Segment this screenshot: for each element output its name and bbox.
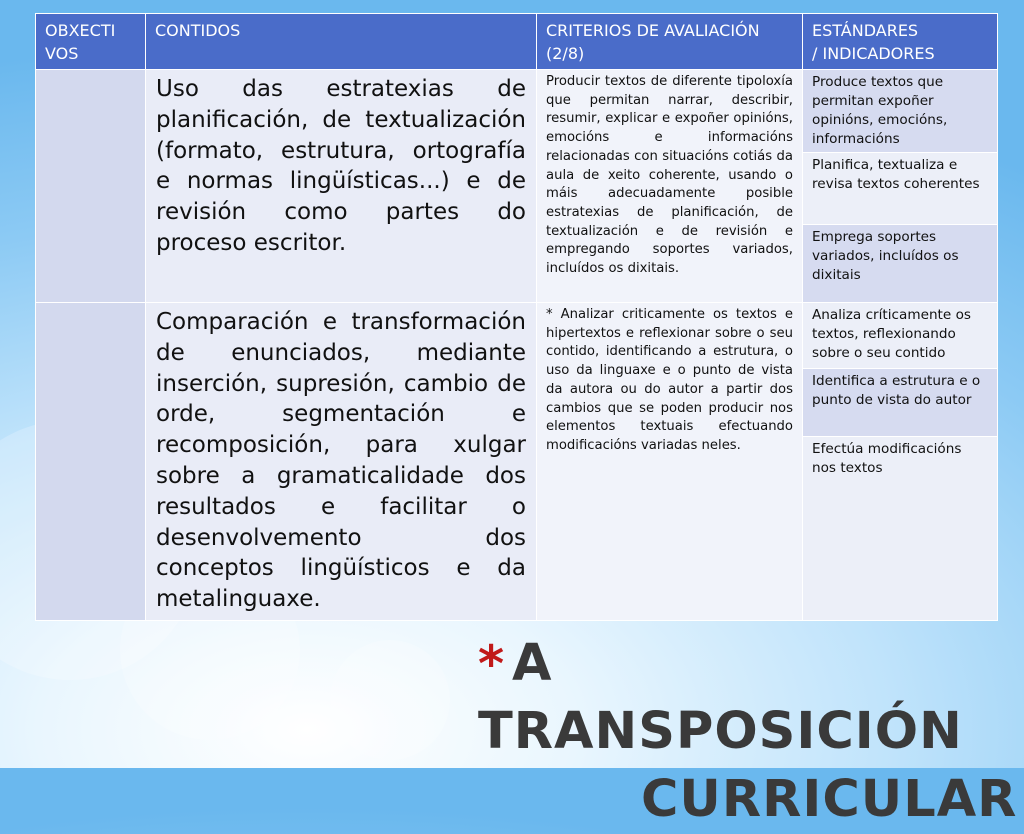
slide-title-line1: A TRANSPOSICIÓN xyxy=(478,634,963,761)
objective-cell xyxy=(36,70,146,303)
header-standards-line1: ESTÁNDARES xyxy=(812,21,919,40)
criterion-cell: * Analizar criticamente os textos e hipertextos e reflexionar sobre o seu contido, identificando a estrutura, o uso da linguaxe e o punto de vista da autora ou do autor a partir dos cambios que se poden producir nos elementos textuais efectuando modificacións variadas neles. xyxy=(537,303,803,621)
slide-title-line1-wrap xyxy=(478,630,1018,766)
header-standards-line2: / INDICADORES xyxy=(812,44,935,63)
header-standards xyxy=(803,14,998,70)
standard-cell: Emprega soportes variados, incluídos os dixitais xyxy=(803,225,998,303)
objective-cell xyxy=(36,303,146,621)
standard-cell: Efectúa modificacións nos textos xyxy=(803,437,998,621)
header-objectives: OBXECTI VOS xyxy=(36,14,146,70)
slide-title-line2: CURRICULAR xyxy=(641,770,1018,829)
content-cell: Comparación e transformación de enunciados, mediante inserción, supresión, cambio de orde, segmentación e recomposición, para xulgar sobre a gramaticalidade dos resultados e facilitar o desenvolvemento dos conceptos lingüísticos e da metalinguaxe. xyxy=(146,303,537,621)
standard-cell: Analiza críticamente os textos, reflexionando sobre o seu contido xyxy=(803,303,998,369)
header-criteria: CRITERIOS DE AVALIACIÓN (2/8) xyxy=(537,14,803,70)
table-row xyxy=(36,303,998,369)
criterion-cell: Producir textos de diferente tipoloxía que permitan narrar, describir, resumir, explicar e expoñer opinións, emocións e informacións relacionadas con situacións cotiás da aula de xeito coherente, usando o máis adecuadamente posible estratexias de planificación, de textualización e de revisión e empregando soportes variados, incluídos os dixitais. xyxy=(537,70,803,303)
table-header-row xyxy=(36,14,998,70)
standard-cell: Planifica, textualiza e revisa textos coherentes xyxy=(803,153,998,225)
standard-cell: Identifica a estrutura e o punto de vista do autor xyxy=(803,369,998,437)
content-cell: Uso das estratexias de planificación, de textualización (formato, estrutura, ortografía e normas lingüísticas...) e de revisión como partes do proceso escritor. xyxy=(146,70,537,303)
curriculum-table xyxy=(35,13,998,621)
background-bokeh xyxy=(330,640,450,760)
slide-title xyxy=(478,630,1018,834)
star-bullet-icon: * xyxy=(478,635,506,693)
standard-cell: Produce textos que permitan expoñer opinións, emocións, informacións xyxy=(803,70,998,153)
header-contents: CONTIDOS xyxy=(146,14,537,70)
table-row xyxy=(36,70,998,153)
